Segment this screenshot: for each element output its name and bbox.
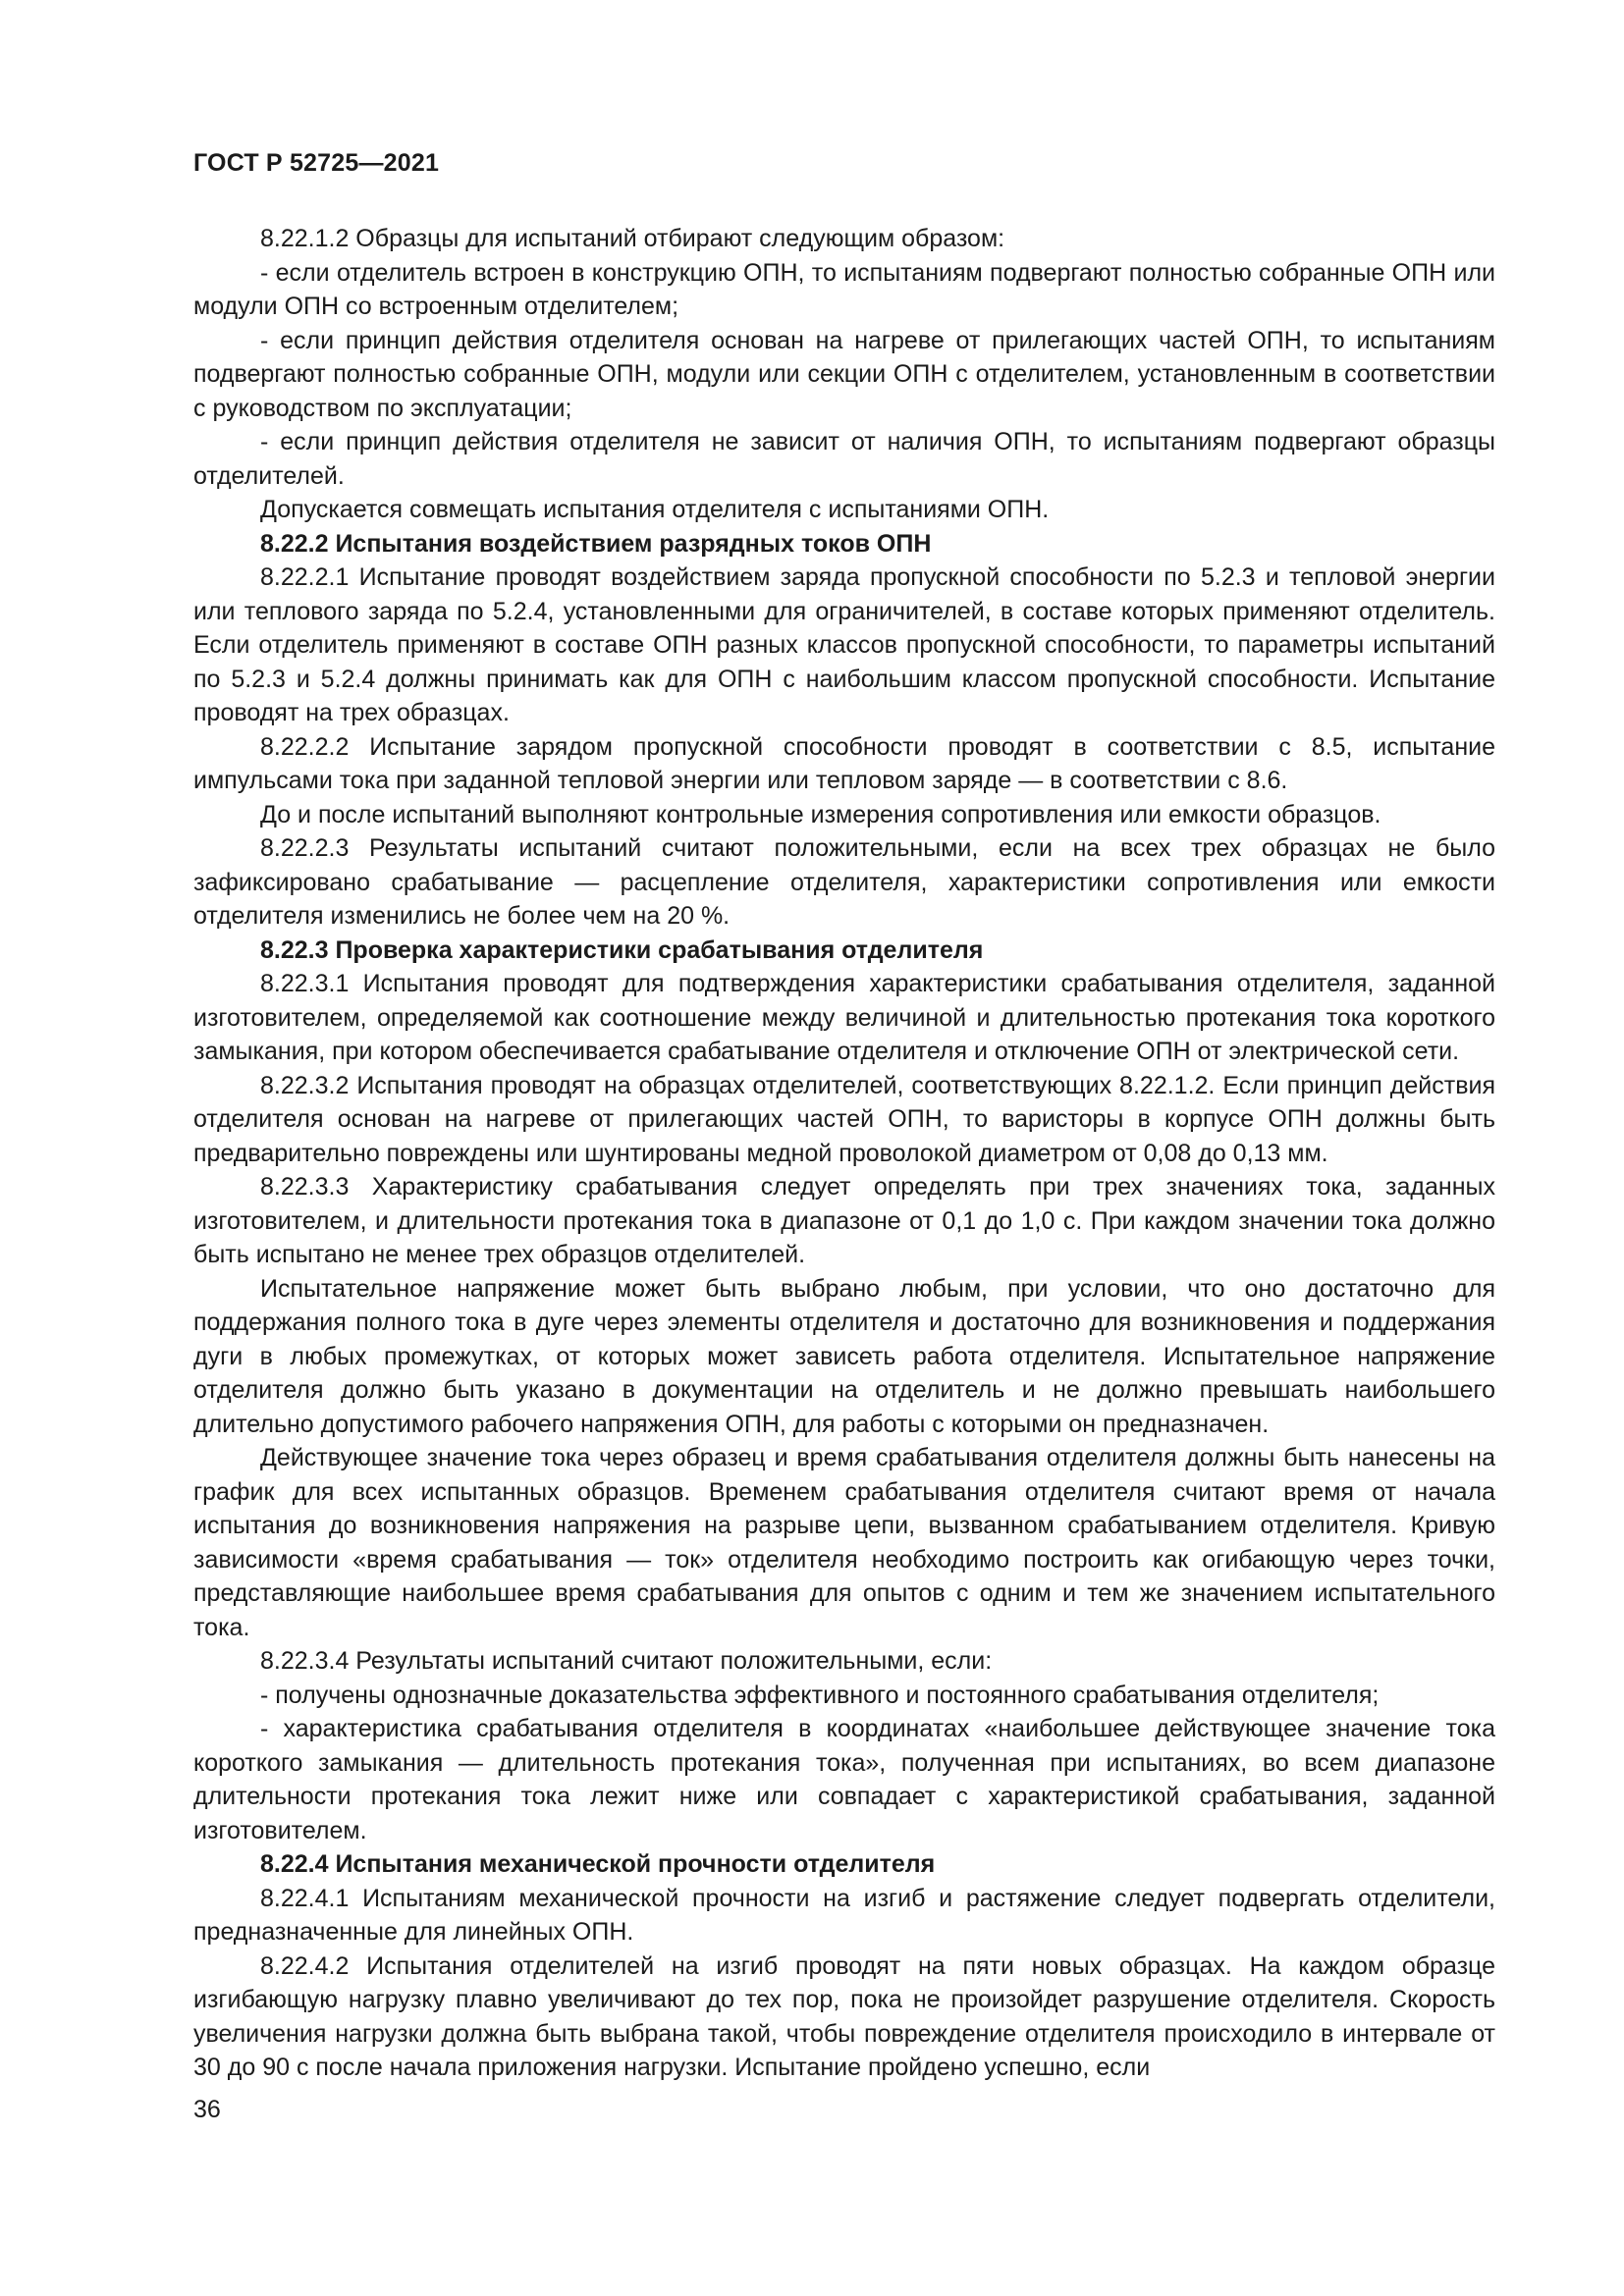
paragraph: Допускается совмещать испытания отделителя с испытаниями ОПН. — [260, 496, 1050, 523]
paragraph: 8.22.3.4 Результаты испытаний считают положительными, если: — [260, 1647, 993, 1675]
paragraph: 8.22.2.3 Результаты испытаний считают положительными, если на всех трех образцах не было зафиксировано срабатывание — расцепление отделителя, характеристики сопротивления или емкости отделителя изменились не более чем на 20 %. — [193, 834, 1495, 930]
section-heading: 8.22.2 Испытания воздействием разрядных токов ОПН — [260, 529, 932, 558]
paragraph: 8.22.3.1 Испытания проводят для подтверждения характеристики срабатывания отделителя, заданной изготовителем, определяемой как соотношение между величиной и длительностью протекания тока короткого замыкания, при котором обеспечивается срабатывание отделителя и отключение ОПН от электрической сети. — [193, 970, 1495, 1065]
list-item: - если принцип действия отделителя не зависит от наличия ОПН, то испытаниям подвергают образцы отделителей. — [193, 428, 1495, 490]
paragraph: 8.22.4.2 Испытания отделителей на изгиб проводят на пяти новых образцах. На каждом образце изгибающую нагрузку плавно увеличивают до тех пор, пока не произойдет разрушение отделителя. Скорость увеличения нагрузки должна быть выбрана такой, чтобы повреждение отделителя происходило в интервале от 30 до 90 с после начала приложения нагрузки. Испытание пройдено успешно, если — [193, 1951, 1495, 2081]
list-item: - если отделитель встроен в конструкцию ОПН, то испытаниям подвергают полностью собранные ОПН или модули ОПН со встроенным отделителем; — [193, 258, 1495, 320]
paragraph: 8.22.3.3 Характеристику срабатывания следует определять при трех значениях тока, заданных изготовителем, и длительности протекания тока в диапазоне от 0,1 до 1,0 с. При каждом значении тока должно быть испытано не менее трех образцов отделителей. — [193, 1173, 1495, 1268]
paragraph: Действующее значение тока через образец и время срабатывания отделителя должны быть нанесены на график для всех испытанных образцов. Временем срабатывания отделителя считают время от начала испытания до возникновения напряжения на разрыве цепи, вызванном срабатыванием отделителя. Кривую зависимости «время срабатывания — ток» отделителя необходимо построить как огибающую через точки, представляющие наибольшее время срабатывания для опытов с одним и тем же значением испытательного тока. — [193, 1444, 1495, 1641]
list-item: - если принцип действия отделителя основан на нагреве от прилегающих частей ОПН, то испытаниям подвергают полностью собранные ОПН, модули или секции ОПН с отделителем, установленным в соответствии с руководством по эксплуатации; — [193, 326, 1495, 422]
document-header: ГОСТ Р 52725—2021 — [193, 149, 440, 177]
list-item: - характеристика срабатывания отделителя в координатах «наибольшее действующее значение тока короткого замыкания — длительность протекания тока», полученная при испытаниях, во всем диапазоне длительности протекания тока лежит ниже или совпадает с характеристикой срабатывания, заданной изготовителем. — [193, 1715, 1495, 1844]
document-body — [193, 222, 1495, 2085]
paragraph: 8.22.2.1 Испытание проводят воздействием заряда пропускной способности по 5.2.3 и тепловой энергии или теплового заряда по 5.2.4, установленными для ограничителей, в составе которых применяют отделитель. Если отделитель применяют в составе ОПН разных классов пропускной способности, то параметры испытаний по 5.2.3 и 5.2.4 должны принимать как для ОПН с наибольшим классом пропускной способности. Испытание проводят на трех образцах. — [193, 563, 1495, 726]
paragraph: Испытательное напряжение может быть выбрано любым, при условии, что оно достаточно для поддержания полного тока в дуге через элементы отделителя и достаточно для возникновения и поддержания дуги в любых промежутках, от которых может зависеть работа отделителя. Испытательное напряжение отделителя должно быть указано в документации на отделитель и не должно превышать наибольшего длительно допустимого рабочего напряжения ОПН, для работы с которыми он предназначен. — [193, 1274, 1495, 1438]
list-item: - получены однозначные доказательства эффективного и постоянного срабатывания отделителя; — [260, 1681, 1380, 1709]
paragraph: 8.22.2.2 Испытание зарядом пропускной способности проводят в соответствии с 8.5, испытание импульсами тока при заданной тепловой энергии или тепловом заряде — в соответствии с 8.6. — [193, 732, 1495, 794]
paragraph: 8.22.1.2 Образцы для испытаний отбирают следующим образом: — [260, 225, 1005, 252]
paragraph: 8.22.4.1 Испытаниям механической прочности на изгиб и растяжение следует подвергать отделители, предназначенные для линейных ОПН. — [193, 1884, 1495, 1946]
page-number: 36 — [193, 2096, 221, 2123]
section-heading: 8.22.3 Проверка характеристики срабатывания отделителя — [260, 935, 984, 964]
paragraph: 8.22.3.2 Испытания проводят на образцах отделителей, соответствующих 8.22.1.2. Если принцип действия отделителя основан на нагреве от прилегающих частей ОПН, то варисторы в корпусе ОПН должны быть предварительно повреждены или шунтированы медной проволокой диаметром от 0,08 до 0,13 мм. — [193, 1071, 1495, 1167]
section-heading: 8.22.4 Испытания механической прочности отделителя — [260, 1850, 936, 1878]
paragraph: До и после испытаний выполняют контрольные измерения сопротивления или емкости образцов. — [260, 800, 1381, 828]
